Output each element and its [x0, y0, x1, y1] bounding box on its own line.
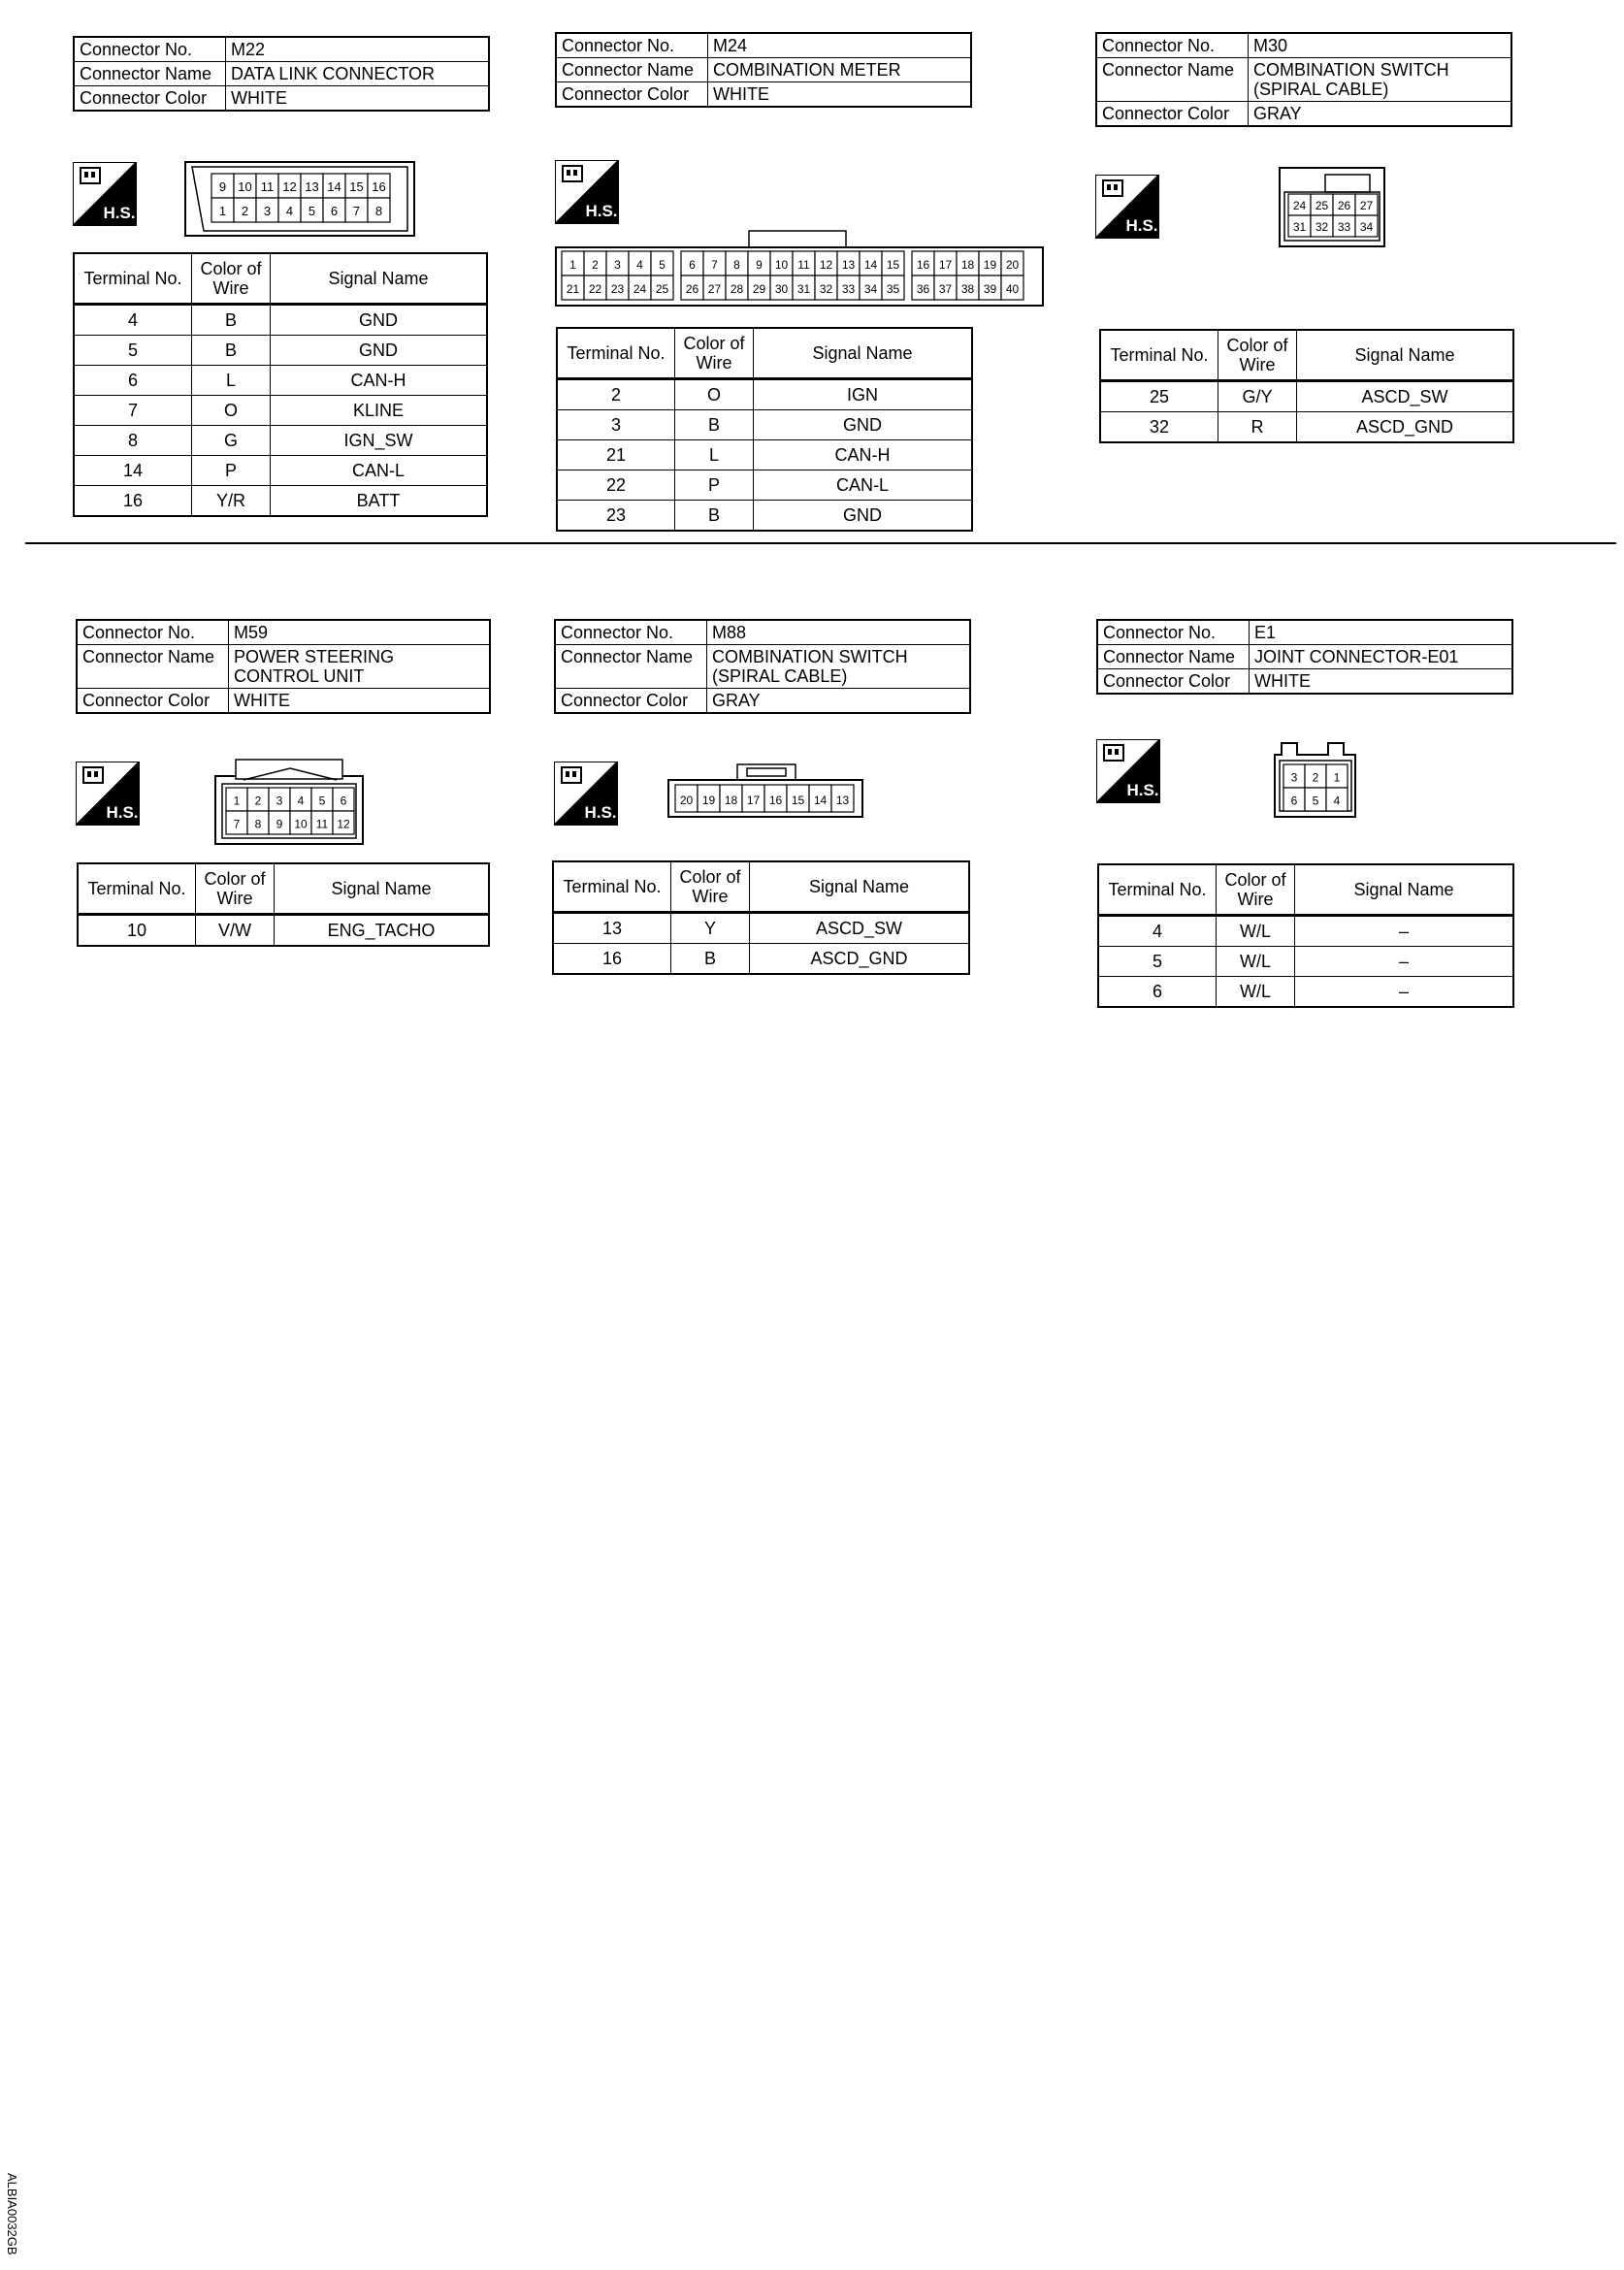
pin-label: 17	[746, 794, 761, 808]
table-row	[553, 913, 969, 944]
pin-label: 1	[1333, 770, 1341, 785]
connector-name-value: COMBINATION SWITCH (SPIRAL CABLE)	[707, 645, 971, 689]
table-row	[557, 470, 972, 501]
th-signal-name: Signal Name	[750, 861, 970, 913]
connector-face	[555, 230, 1046, 312]
table-row	[74, 486, 487, 517]
pin-label: 11	[315, 817, 329, 831]
connector-name-value: COMBINATION METER	[708, 58, 972, 82]
pin-label: 24	[633, 282, 647, 296]
pin-label: 18	[724, 794, 738, 808]
table-row	[557, 501, 972, 532]
table-row	[74, 336, 487, 366]
terminal-no: 6	[74, 366, 192, 396]
label-connector-no: Connector No.	[556, 33, 708, 58]
pin-label: 6	[330, 204, 339, 218]
pin-label: 2	[241, 204, 249, 218]
connector-face-svg	[555, 230, 1046, 308]
label-connector-no: Connector No.	[1096, 33, 1249, 58]
connector-color-value: WHITE	[226, 86, 490, 112]
connector-no-value: M30	[1249, 33, 1512, 58]
pin-label: 18	[960, 258, 975, 272]
table-row	[74, 456, 487, 486]
pin-label: 35	[886, 282, 900, 296]
connector-no-value: M22	[226, 37, 490, 62]
connector-color-value: WHITE	[229, 689, 491, 714]
pin-label: 29	[752, 282, 766, 296]
harness-side-icon	[555, 160, 619, 224]
signal-name: –	[1295, 916, 1514, 947]
pin-label: 14	[327, 179, 341, 194]
label-connector-no: Connector No.	[77, 620, 229, 645]
harness-side-icon	[76, 762, 140, 826]
pin-label: 5	[659, 258, 666, 272]
pin-label: 12	[282, 179, 297, 194]
connector-no-value: M59	[229, 620, 491, 645]
connector-name-value: JOINT CONNECTOR-E01	[1250, 645, 1513, 669]
pin-label: 15	[349, 179, 364, 194]
pin-label: 1	[233, 794, 241, 808]
label-connector-no: Connector No.	[555, 620, 707, 645]
pin-label: 10	[774, 258, 789, 272]
pin-label: 2	[592, 258, 599, 272]
pin-label: 20	[1005, 258, 1020, 272]
label-connector-name: Connector Name	[556, 58, 708, 82]
pin-label: 28	[730, 282, 744, 296]
connector-face-svg	[1274, 741, 1359, 819]
terminal-no: 16	[74, 486, 192, 517]
signal-name: ASCD_GND	[750, 944, 970, 975]
pin-label: 16	[372, 179, 386, 194]
pin-label: 5	[1312, 794, 1319, 808]
pin-label: 26	[685, 282, 699, 296]
pin-label: 9	[276, 817, 283, 831]
wire-color: B	[675, 410, 754, 440]
table-row	[74, 305, 487, 336]
section-divider	[25, 542, 1616, 544]
pin-label: 3	[614, 258, 621, 272]
pin-label: 16	[768, 794, 783, 808]
th-color-of-wire: Color of Wire	[196, 863, 275, 915]
pin-label: 13	[835, 794, 850, 808]
wire-color: V/W	[196, 915, 275, 947]
pin-label: 3	[276, 794, 283, 808]
harness-side-icon	[554, 762, 618, 826]
connector-no-value: M24	[708, 33, 972, 58]
th-color-of-wire: Color of Wire	[1217, 864, 1295, 916]
th-signal-name: Signal Name	[754, 328, 973, 379]
pin-label: 6	[689, 258, 696, 272]
pin-label: 3	[263, 204, 272, 218]
pin-label: 36	[916, 282, 930, 296]
pin-label: 7	[233, 817, 241, 831]
connector-color-value: GRAY	[707, 689, 971, 714]
th-color-of-wire: Color of Wire	[675, 328, 754, 379]
signal-name: ASCD_SW	[1297, 381, 1514, 412]
signal-name: CAN-L	[271, 456, 488, 486]
pin-label: 13	[841, 258, 856, 272]
connector-face-svg	[667, 763, 865, 820]
pin-label: 8	[374, 204, 383, 218]
connector-info-table	[1095, 32, 1512, 127]
hs-label: H.S.	[1125, 216, 1158, 235]
pin-label: 40	[1005, 282, 1020, 296]
wire-color: P	[192, 456, 271, 486]
terminal-no: 13	[553, 913, 671, 944]
terminal-table	[556, 327, 973, 532]
table-row	[74, 366, 487, 396]
pin-label: 15	[886, 258, 900, 272]
pin-label: 4	[297, 794, 305, 808]
pin-label: 19	[701, 794, 716, 808]
table-row	[557, 440, 972, 470]
pin-label: 33	[1337, 219, 1351, 234]
table-row	[557, 379, 972, 410]
terminal-no: 7	[74, 396, 192, 426]
terminal-no: 5	[1098, 947, 1217, 977]
label-connector-name: Connector Name	[1096, 58, 1249, 102]
label-connector-name: Connector Name	[555, 645, 707, 689]
signal-name: ASCD_SW	[750, 913, 970, 944]
terminal-table	[1099, 329, 1514, 443]
connector-name-value: COMBINATION SWITCH (SPIRAL CABLE)	[1249, 58, 1512, 102]
pin-label: 23	[610, 282, 625, 296]
pin-label: 37	[938, 282, 953, 296]
signal-name: CAN-H	[271, 366, 488, 396]
terminal-no: 5	[74, 336, 192, 366]
connector-no-value: M88	[707, 620, 971, 645]
pin-label: 31	[796, 282, 811, 296]
pin-label: 11	[260, 179, 275, 194]
pin-label: 27	[1359, 198, 1374, 212]
wire-color: B	[192, 305, 271, 336]
connector-face-svg	[214, 759, 366, 846]
wire-color: B	[671, 944, 750, 975]
pin-label: 33	[841, 282, 856, 296]
pin-label: 6	[1290, 794, 1298, 808]
pin-label: 4	[285, 204, 294, 218]
terminal-table	[552, 860, 970, 975]
pin-label: 39	[983, 282, 997, 296]
table-row	[1100, 412, 1513, 443]
wire-color: B	[192, 336, 271, 366]
th-terminal-no: Terminal No.	[1100, 330, 1218, 381]
table-row	[553, 944, 969, 975]
th-terminal-no: Terminal No.	[557, 328, 675, 379]
pin-label: 20	[679, 794, 694, 808]
th-terminal-no: Terminal No.	[78, 863, 196, 915]
terminal-no: 21	[557, 440, 675, 470]
th-color-of-wire: Color of Wire	[671, 861, 750, 913]
pin-label: 5	[308, 204, 316, 218]
connector-color-value: GRAY	[1249, 102, 1512, 127]
connector-name-value: POWER STEERING CONTROL UNIT	[229, 645, 491, 689]
wire-color: Y	[671, 913, 750, 944]
pin-label: 32	[819, 282, 833, 296]
terminal-no: 23	[557, 501, 675, 532]
document-id: ALBIA0032GB	[5, 2173, 19, 2255]
connector-face-svg	[1279, 167, 1387, 248]
terminal-no: 10	[78, 915, 196, 947]
th-terminal-no: Terminal No.	[1098, 864, 1217, 916]
pin-label: 10	[294, 817, 308, 831]
pin-label: 12	[819, 258, 833, 272]
wire-color: P	[675, 470, 754, 501]
pin-label: 9	[756, 258, 763, 272]
label-connector-color: Connector Color	[556, 82, 708, 108]
wire-color: W/L	[1217, 977, 1295, 1008]
pin-label: 8	[733, 258, 740, 272]
pin-label: 15	[791, 794, 805, 808]
pin-label: 19	[983, 258, 997, 272]
th-signal-name: Signal Name	[1295, 864, 1514, 916]
connector-face	[184, 161, 417, 243]
th-terminal-no: Terminal No.	[74, 253, 192, 305]
terminal-no: 32	[1100, 412, 1218, 443]
hs-label: H.S.	[585, 202, 618, 220]
terminal-no: 6	[1098, 977, 1217, 1008]
wire-color: O	[675, 379, 754, 410]
signal-name: GND	[271, 305, 488, 336]
connector-name-value: DATA LINK CONNECTOR	[226, 62, 490, 86]
terminal-no: 16	[553, 944, 671, 975]
wire-color: W/L	[1217, 916, 1295, 947]
terminal-no: 22	[557, 470, 675, 501]
signal-name: KLINE	[271, 396, 488, 426]
pin-label: 5	[318, 794, 326, 808]
pin-label: 17	[938, 258, 953, 272]
wire-color: L	[192, 366, 271, 396]
table-row	[78, 915, 489, 947]
table-row	[1100, 381, 1513, 412]
th-signal-name: Signal Name	[1297, 330, 1514, 381]
label-connector-name: Connector Name	[1097, 645, 1250, 669]
table-row	[557, 410, 972, 440]
hs-label: H.S.	[1126, 781, 1159, 799]
label-connector-name: Connector Name	[77, 645, 229, 689]
wire-color: O	[192, 396, 271, 426]
label-connector-no: Connector No.	[74, 37, 226, 62]
terminal-no: 2	[557, 379, 675, 410]
pin-label: 9	[218, 179, 227, 194]
pin-label: 16	[916, 258, 930, 272]
connector-face	[1279, 167, 1387, 253]
connector-info-table	[73, 36, 490, 112]
pin-label: 21	[566, 282, 580, 296]
pin-label: 31	[1292, 219, 1307, 234]
label-connector-color: Connector Color	[555, 689, 707, 714]
connector-info-table	[554, 619, 971, 714]
signal-name: GND	[754, 410, 973, 440]
wire-color: R	[1218, 412, 1297, 443]
connector-face-svg	[184, 161, 417, 239]
pin-label: 32	[1315, 219, 1329, 234]
label-connector-color: Connector Color	[1096, 102, 1249, 127]
pin-label: 7	[711, 258, 718, 272]
pin-label: 34	[1359, 219, 1374, 234]
wire-color: B	[675, 501, 754, 532]
table-row	[1098, 977, 1513, 1008]
label-connector-no: Connector No.	[1097, 620, 1250, 645]
wire-color: W/L	[1217, 947, 1295, 977]
pin-label: 38	[960, 282, 975, 296]
th-color-of-wire: Color of Wire	[192, 253, 271, 305]
pin-label: 2	[254, 794, 262, 808]
pin-label: 3	[1290, 770, 1298, 785]
table-row	[1098, 947, 1513, 977]
connector-face	[667, 763, 865, 825]
wire-color: G	[192, 426, 271, 456]
terminal-table	[1097, 863, 1514, 1008]
pin-label: 25	[1315, 198, 1329, 212]
table-row	[74, 396, 487, 426]
wire-color: G/Y	[1218, 381, 1297, 412]
table-row	[1098, 916, 1513, 947]
harness-side-icon	[73, 162, 137, 226]
th-signal-name: Signal Name	[275, 863, 490, 915]
terminal-no: 25	[1100, 381, 1218, 412]
pin-label: 30	[774, 282, 789, 296]
terminal-no: 8	[74, 426, 192, 456]
hs-label: H.S.	[584, 803, 617, 822]
terminal-no: 4	[74, 305, 192, 336]
wire-color: Y/R	[192, 486, 271, 517]
pin-label: 8	[254, 817, 262, 831]
wire-color: L	[675, 440, 754, 470]
signal-name: GND	[754, 501, 973, 532]
connector-no-value: E1	[1250, 620, 1513, 645]
connector-info-table	[76, 619, 491, 714]
pin-label: 11	[797, 258, 810, 272]
terminal-table	[77, 862, 490, 947]
signal-name: BATT	[271, 486, 488, 517]
th-terminal-no: Terminal No.	[553, 861, 671, 913]
label-connector-color: Connector Color	[77, 689, 229, 714]
terminal-table	[73, 252, 488, 517]
th-color-of-wire: Color of Wire	[1218, 330, 1297, 381]
pin-label: 7	[352, 204, 361, 218]
pin-label: 4	[636, 258, 643, 272]
signal-name: ASCD_GND	[1297, 412, 1514, 443]
pin-label: 10	[238, 179, 252, 194]
th-signal-name: Signal Name	[271, 253, 488, 305]
pin-label: 14	[813, 794, 828, 808]
terminal-no: 4	[1098, 916, 1217, 947]
signal-name: ENG_TACHO	[275, 915, 490, 947]
connector-color-value: WHITE	[708, 82, 972, 108]
signal-name: CAN-H	[754, 440, 973, 470]
terminal-no: 3	[557, 410, 675, 440]
signal-name: –	[1295, 977, 1514, 1008]
pin-label: 6	[340, 794, 347, 808]
pin-label: 22	[588, 282, 602, 296]
harness-side-icon	[1096, 739, 1160, 803]
connector-info-table	[555, 32, 972, 108]
signal-name: –	[1295, 947, 1514, 977]
connector-color-value: WHITE	[1250, 669, 1513, 695]
pin-label: 25	[655, 282, 669, 296]
pin-label: 2	[1312, 770, 1319, 785]
connector-face	[1274, 741, 1359, 824]
pin-label: 1	[569, 258, 576, 272]
harness-side-icon	[1095, 175, 1159, 239]
pin-label: 34	[863, 282, 878, 296]
signal-name: IGN_SW	[271, 426, 488, 456]
pin-label: 4	[1333, 794, 1341, 808]
pin-label: 24	[1292, 198, 1307, 212]
signal-name: GND	[271, 336, 488, 366]
pin-label: 14	[863, 258, 878, 272]
label-connector-color: Connector Color	[74, 86, 226, 112]
table-row	[74, 426, 487, 456]
label-connector-name: Connector Name	[74, 62, 226, 86]
connector-info-table	[1096, 619, 1513, 695]
pin-label: 13	[305, 179, 319, 194]
connector-face	[214, 759, 366, 851]
pin-label: 1	[218, 204, 227, 218]
signal-name: CAN-L	[754, 470, 973, 501]
pin-label: 27	[707, 282, 722, 296]
terminal-no: 14	[74, 456, 192, 486]
hs-label: H.S.	[103, 204, 136, 222]
hs-label: H.S.	[106, 803, 139, 822]
pin-label: 26	[1337, 198, 1351, 212]
pin-label: 12	[337, 817, 350, 831]
label-connector-color: Connector Color	[1097, 669, 1250, 695]
signal-name: IGN	[754, 379, 973, 410]
